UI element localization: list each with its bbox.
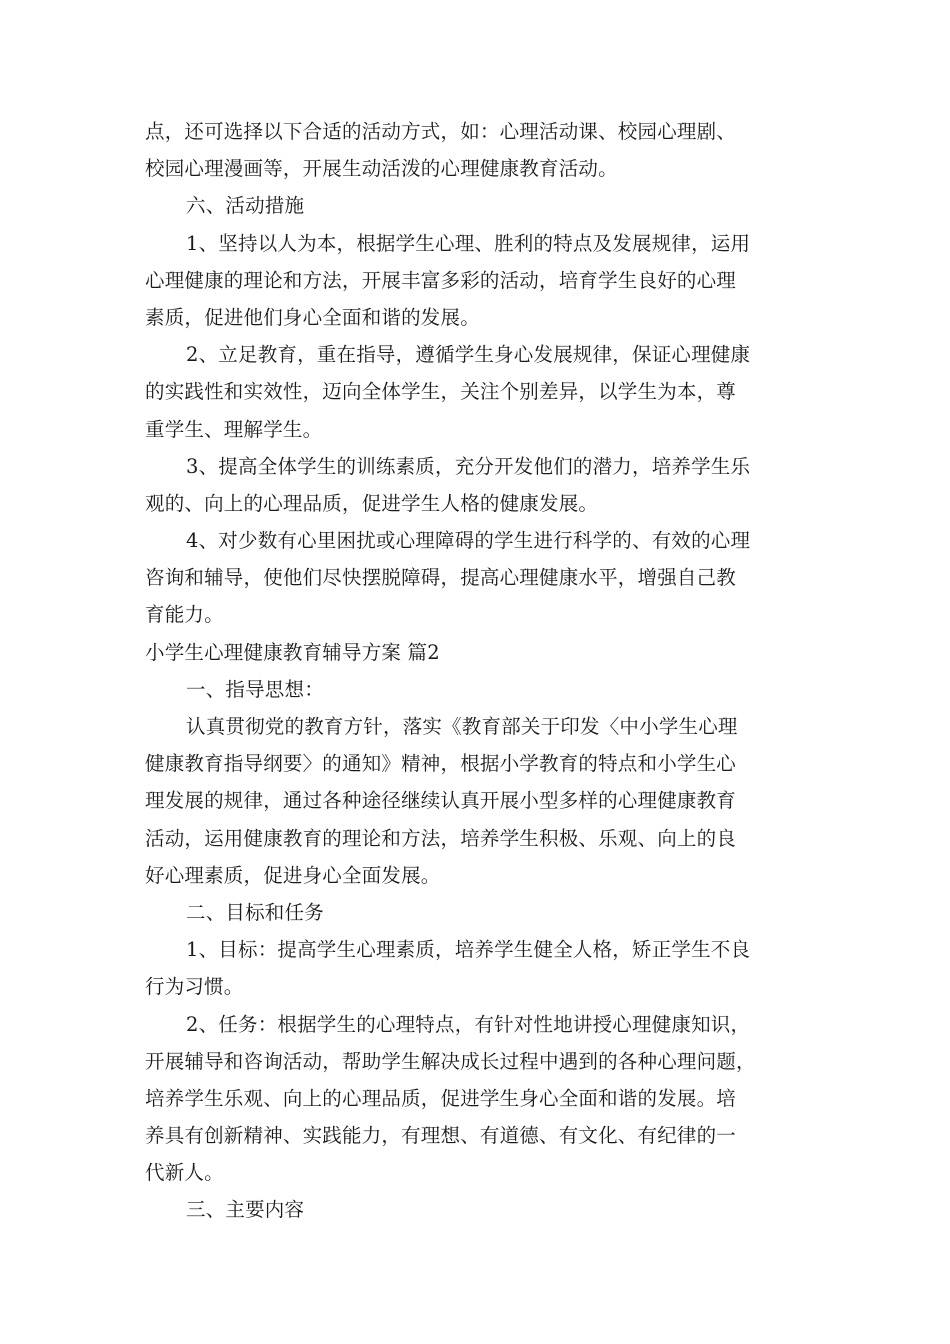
text-line: 理发展的规律，通过各种途径继续认真开展小型多样的心理健康教育 [145,789,737,813]
text-line: 心理健康的理论和方法，开展丰富多彩的活动，培育学生良好的心理 [145,268,737,292]
text-line: 咨询和辅导，使他们尽快摆脱障碍，提高心理健康水平，增强自己教 [145,566,737,590]
text-line: 育能力。 [145,603,224,627]
text-line: 2、立足教育，重在指导，遵循学生身心发展规律，保证心理健康 [186,343,751,367]
document-page [145,113,810,1229]
document-body [145,113,810,1229]
text-line: 3、提高全体学生的训练素质，充分开发他们的潜力，培养学生乐 [186,454,751,478]
section-heading: 三、主要内容 [186,1198,305,1222]
section-heading: 六、活动措施 [186,194,305,218]
text-line: 的实践性和实效性，迈向全体学生，关注个别差异，以学生为本，尊 [145,380,737,404]
section-heading: 二、目标和任务 [186,900,324,924]
text-line: 培养学生乐观、向上的心理品质，促进学生身心全面和谐的发展。培 [145,1086,737,1110]
text-line: 4、对少数有心里困扰或心理障碍的学生进行科学的、有效的心理 [186,529,751,553]
text-line: 素质，促进他们身心全面和谐的发展。 [145,305,480,329]
article-title: 小学生心理健康教育辅导方案 篇2 [145,640,440,664]
text-line: 观的、向上的心理品质，促进学生人格的健康发展。 [145,491,599,515]
text-line: 校园心理漫画等，开展生动活泼的心理健康教育活动。 [145,157,618,181]
text-line: 1、坚持以人为本，根据学生心理、胜利的特点及发展规律，运用 [186,231,751,255]
text-line: 2、任务：根据学生的心理特点，有针对性地讲授心理健康知识， [186,1012,751,1036]
text-line: 活动，运用健康教育的理论和方法，培养学生积极、乐观、向上的良 [145,826,737,850]
text-line: 代新人。 [145,1161,224,1185]
text-line: 1、目标：提高学生心理素质，培养学生健全人格，矫正学生不良 [186,938,751,962]
text-line: 健康教育指导纲要〉的通知》精神，根据小学教育的特点和小学生心 [145,752,737,776]
text-line: 养具有创新精神、实践能力，有理想、有道德、有文化、有纪律的一 [145,1124,737,1148]
text-line: 开展辅导和咨询活动，帮助学生解决成长过程中遇到的各种心理问题， [145,1049,756,1073]
text-line: 认真贯彻党的教育方针，落实《教育部关于印发〈中小学生心理 [186,715,738,738]
text-line: 好心理素质，促进身心全面发展。 [145,863,441,887]
text-line: 行为习惯。 [145,975,244,999]
text-line: 点，还可选择以下合适的活动方式，如：心理活动课、校园心理剧、 [145,120,737,143]
text-line: 重学生、理解学生。 [145,417,323,441]
section-heading: 一、指导思想： [186,677,324,701]
